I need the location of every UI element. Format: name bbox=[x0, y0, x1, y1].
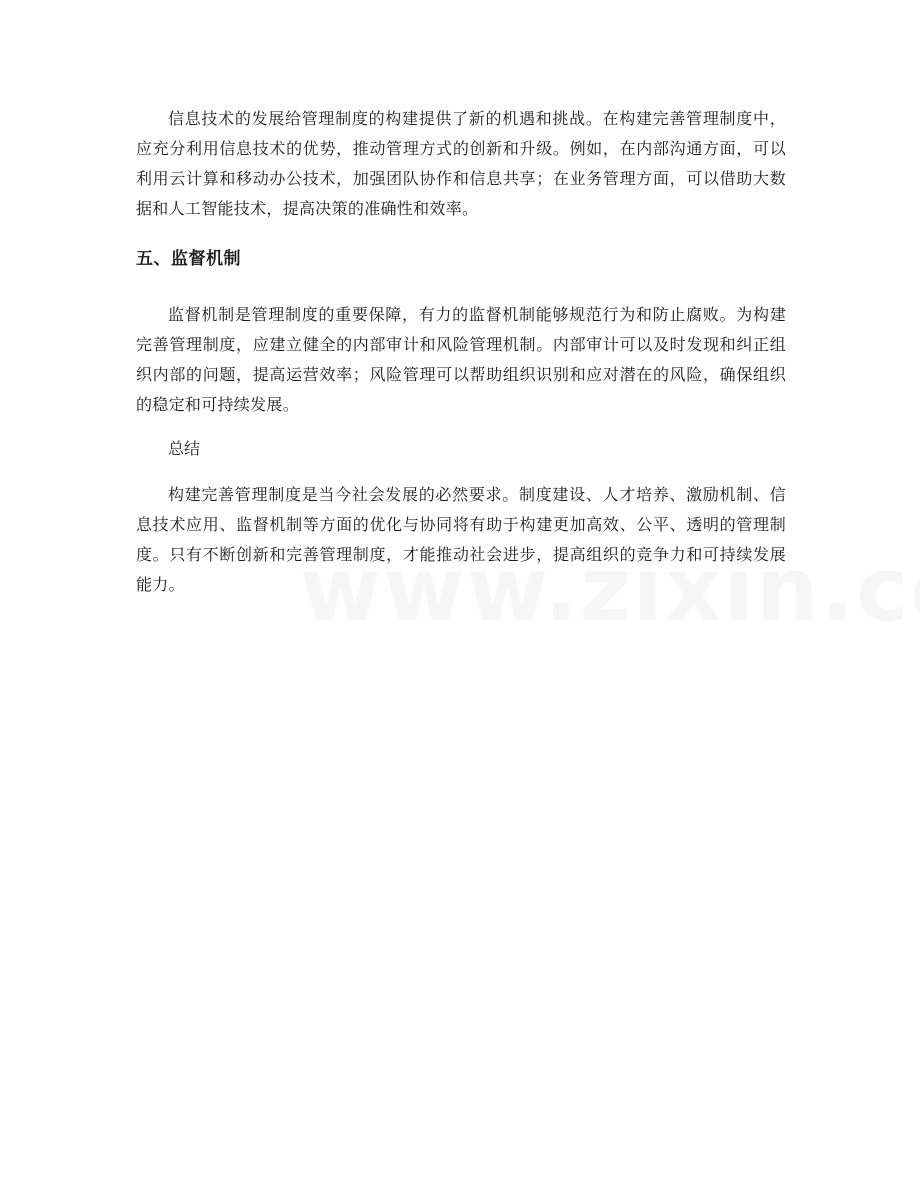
paragraph-supervision: 监督机制是管理制度的重要保障，有力的监督机制能够规范行为和防止腐败。为构建完善管理制度，应建立健全的内部审计和风险管理机制。内部审计可以及时发现和纠正组织内部的问题，提高运营效率；风险管理可以帮助组织识别和应对潜在的风险，确保组织的稳定和可持续发展。 bbox=[136, 305, 786, 414]
paragraph-information-technology: 信息技术的发展给管理制度的构建提供了新的机遇和挑战。在构建完善管理制度中，应充分利用信息技术的优势，推动管理方式的创新和升级。例如，在内部沟通方面，可以利用云计算和移动办公技术，加强团队协作和信息共享；在业务管理方面，可以借助大数据和人工智能技术，提高决策的准确性和效率。 bbox=[136, 109, 786, 218]
document-body bbox=[136, 104, 786, 600]
summary-label: 总结 bbox=[168, 439, 201, 458]
section-heading-supervision: 五、监督机制 bbox=[136, 249, 241, 269]
paragraph-summary: 构建完善管理制度是当今社会发展的必然要求。制度建设、人才培养、激励机制、信息技术应用、监督机制等方面的优化与协同将有助于构建更加高效、公平、透明的管理制度。只有不断创新和完善管理制度，才能推动社会进步，提高组织的竞争力和可持续发展能力。 bbox=[136, 485, 786, 594]
